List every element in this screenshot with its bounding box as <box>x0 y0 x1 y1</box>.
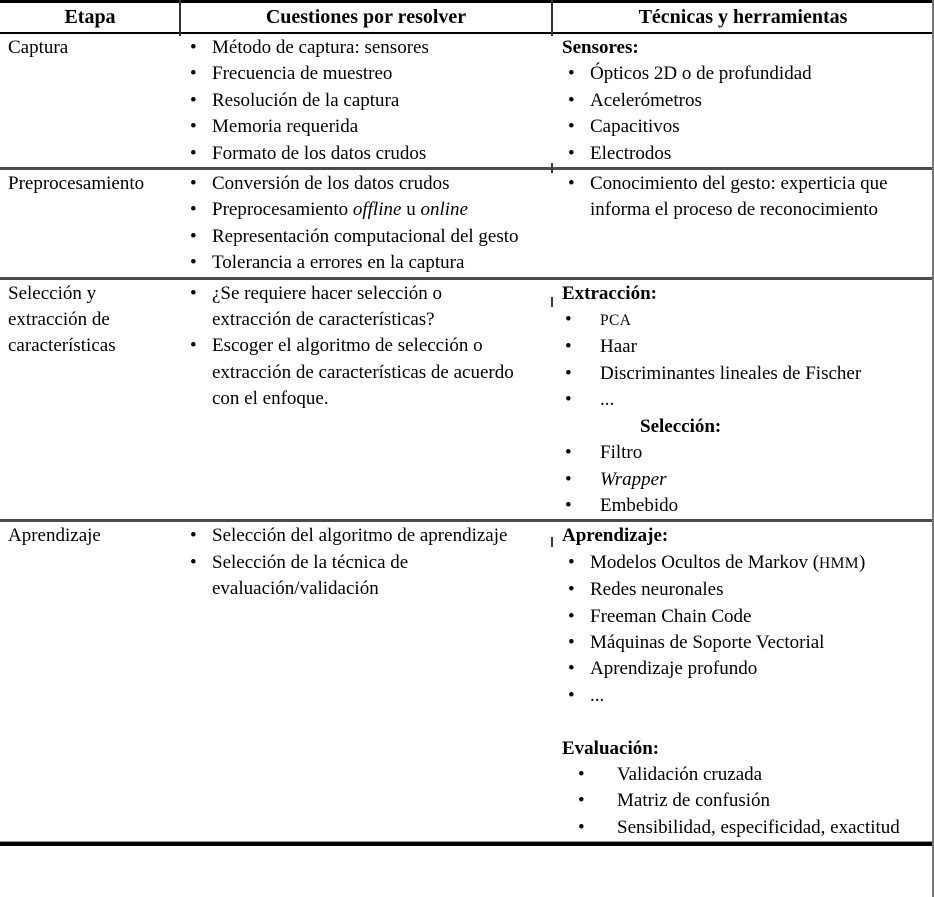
rule-crossing-tick <box>551 163 553 173</box>
bullet-item <box>562 788 934 814</box>
text-segment: ... <box>590 684 605 706</box>
group-heading <box>640 414 934 440</box>
group-heading <box>562 35 934 61</box>
bullet-item <box>190 61 552 87</box>
text-segment: Preprocesamiento <box>212 199 353 221</box>
text-segment: Modelos Ocultos de Markov ( <box>590 551 820 573</box>
cell-tecnicas <box>552 522 934 841</box>
bullet-icon: • <box>578 816 585 838</box>
text-segment: ... <box>600 389 615 411</box>
bullet-icon: • <box>568 89 575 111</box>
bullet-icon: • <box>568 116 575 138</box>
table-row-seleccion-extraccion <box>0 280 934 523</box>
bullet-item <box>562 141 934 167</box>
bullet-text <box>590 630 824 656</box>
bullet-item <box>562 683 934 709</box>
group-heading <box>562 736 934 762</box>
header-column-separator-2 <box>551 0 553 36</box>
text-segment: Embebido <box>600 494 679 516</box>
bullet-icon: • <box>190 335 197 357</box>
text-segment: Selección: <box>640 415 722 437</box>
text-segment: Validación cruzada <box>617 763 763 785</box>
bullet-text <box>212 35 429 61</box>
text-segment: Frecuencia de muestreo <box>212 63 393 85</box>
text-segment: Ópticos 2D o de profundidad <box>590 63 812 85</box>
text-segment: Memoria requerida <box>212 116 359 138</box>
text-segment: Sensibilidad, especificidad, exactitud <box>617 816 900 838</box>
bullet-text <box>212 250 464 276</box>
bullet-text <box>600 467 667 493</box>
text-segment: Extracción: <box>562 282 657 304</box>
bullet-text <box>600 361 861 387</box>
bullet-text <box>212 197 468 223</box>
text-segment: Escoger el algoritmo de selección o extracción de características de acuerdo con el enfoque. <box>212 335 514 410</box>
bullet-text <box>590 577 723 603</box>
stage-label <box>8 171 173 197</box>
group-heading <box>562 281 934 307</box>
bullet-icon: • <box>190 282 197 304</box>
bullet-icon: • <box>568 142 575 164</box>
rule-crossing-tick <box>551 297 553 307</box>
bullet-text <box>600 440 642 466</box>
bullet-item <box>190 114 552 140</box>
bullet-icon: • <box>190 252 197 274</box>
bullet-item <box>190 35 552 61</box>
column-header-cuestiones: Cuestiones por resolver <box>265 6 467 28</box>
bullet-text <box>212 114 358 140</box>
bullet-text <box>212 333 522 412</box>
bullet-item <box>562 114 934 140</box>
bullet-text <box>590 550 865 577</box>
text-segment: Matriz de confusión <box>617 790 771 812</box>
bullet-text <box>590 141 671 167</box>
bullet-item <box>562 440 934 466</box>
bullet-text <box>590 61 812 87</box>
text-segment: ¿Se requiere hacer selección o extracción de características? <box>212 282 442 331</box>
cell-etapa <box>0 34 180 167</box>
bullet-icon: • <box>190 225 197 247</box>
text-segment: Evaluación: <box>562 737 660 759</box>
text-segment: Método de captura: sensores <box>212 37 429 58</box>
bullet-text <box>600 307 631 334</box>
bullet-item <box>562 387 934 413</box>
cell-cuestiones <box>180 522 552 841</box>
bullet-text <box>212 171 449 197</box>
bullet-text <box>600 493 678 519</box>
bullet-icon: • <box>565 494 572 516</box>
text-segment: Formato de los datos crudos <box>212 142 427 164</box>
bullet-icon: • <box>190 551 197 573</box>
bullet-item <box>190 88 552 114</box>
text-segment: Acelerómetros <box>590 89 702 111</box>
bullet-icon: • <box>190 525 197 547</box>
bullet-text <box>212 141 426 167</box>
cell-tecnicas <box>552 280 934 520</box>
text-segment: Discriminantes lineales de Fischer <box>600 362 862 384</box>
bullet-item <box>562 493 934 519</box>
bullet-icon: • <box>565 309 572 331</box>
text-segment: Preprocesamiento <box>8 173 145 195</box>
bullet-item <box>562 550 934 577</box>
group-heading <box>562 523 934 549</box>
text-segment: HMM <box>819 554 859 572</box>
bullet-icon: • <box>578 763 585 785</box>
bullet-text <box>212 88 399 114</box>
bullet-icon: • <box>190 37 197 58</box>
bullet-item <box>562 361 934 387</box>
cell-etapa <box>0 170 180 277</box>
stage-label <box>8 523 173 549</box>
bullet-item <box>562 762 934 788</box>
text-segment: Sensores: <box>562 37 639 58</box>
text-segment: PCA <box>600 312 632 330</box>
text-segment: Conocimiento del gesto: experticia que informa el proceso de reconocimiento <box>590 173 888 221</box>
bullet-item <box>562 61 934 87</box>
bullet-text <box>590 114 680 140</box>
bullet-text <box>212 523 507 549</box>
bullet-text <box>590 88 702 114</box>
bullet-icon: • <box>568 605 575 627</box>
bullet-icon: • <box>565 468 572 490</box>
bullet-icon: • <box>565 442 572 464</box>
stage-label <box>8 35 173 61</box>
bullet-text <box>212 224 519 250</box>
bullet-item <box>190 550 552 603</box>
header-column-separator-1 <box>179 0 181 36</box>
bullet-text <box>617 788 770 814</box>
bullet-item <box>562 630 934 656</box>
text-segment: Captura <box>8 37 69 58</box>
rule-crossing-tick <box>551 537 553 547</box>
bullet-icon: • <box>190 116 197 138</box>
bullet-icon: • <box>568 631 575 653</box>
bullet-icon: • <box>568 579 575 601</box>
bullet-text <box>590 656 757 682</box>
stage-label <box>8 281 173 360</box>
bullet-icon: • <box>190 89 197 111</box>
bullet-item <box>190 171 552 197</box>
bullet-icon: • <box>190 173 197 195</box>
bullet-icon: • <box>568 173 575 195</box>
text-segment: Aprendizaje <box>8 525 101 547</box>
text-segment: offline <box>352 199 402 221</box>
cell-cuestiones <box>180 34 552 167</box>
text-segment: Aprendizaje: <box>562 525 669 547</box>
text-segment: Electrodos <box>590 142 672 164</box>
bullet-item <box>190 141 552 167</box>
bullet-item <box>190 523 552 549</box>
column-header-tecnicas: Técnicas y herramientas <box>638 6 848 28</box>
table-row-aprendizaje <box>0 522 934 841</box>
text-segment: Resolución de la captura <box>212 89 400 111</box>
bullet-icon: • <box>578 790 585 812</box>
bullet-item <box>562 815 934 841</box>
text-segment: Aprendizaje profundo <box>590 658 758 680</box>
text-segment: ) <box>859 551 866 573</box>
bullet-icon: • <box>568 684 575 706</box>
bullet-icon: • <box>190 142 197 164</box>
table-body <box>0 34 934 841</box>
cell-etapa <box>0 522 180 841</box>
text-segment: Filtro <box>600 442 643 464</box>
bullet-item <box>562 577 934 603</box>
bullet-item <box>562 604 934 630</box>
bullet-text <box>212 550 522 603</box>
bullet-icon: • <box>568 63 575 85</box>
column-header-etapa: Etapa <box>64 6 116 28</box>
bullet-text <box>617 815 900 841</box>
bullet-item <box>190 333 552 412</box>
bullet-text <box>600 334 637 360</box>
cell-cuestiones <box>180 170 552 277</box>
bullet-icon: • <box>568 658 575 680</box>
bullet-text <box>590 683 604 709</box>
bullet-item <box>562 307 934 334</box>
spacer-line <box>562 709 934 735</box>
text-segment: online <box>420 199 468 221</box>
text-segment: Haar <box>600 336 637 358</box>
bullet-item <box>562 334 934 360</box>
bullet-icon: • <box>190 199 197 221</box>
bullet-text <box>212 61 392 87</box>
bullet-text <box>617 762 762 788</box>
text-segment: Redes neuronales <box>590 579 724 601</box>
bullet-item <box>562 656 934 682</box>
bullet-item <box>190 197 552 223</box>
cell-tecnicas <box>552 170 934 277</box>
bullet-item <box>190 224 552 250</box>
bullet-icon: • <box>568 551 575 573</box>
table-bottom-rule <box>0 842 934 846</box>
text-segment: Freeman Chain Code <box>590 605 752 627</box>
text-segment: Selección del algoritmo de aprendizaje <box>212 525 508 547</box>
table-header-row <box>0 3 934 34</box>
bullet-text <box>212 281 522 334</box>
text-segment: Capacitivos <box>590 116 680 138</box>
bullet-item <box>562 467 934 493</box>
cell-etapa <box>0 280 180 520</box>
text-segment: Selección de la técnica de evaluación/validación <box>212 551 409 600</box>
text-segment: Wrapper <box>600 468 667 490</box>
bullet-icon: • <box>565 336 572 358</box>
bullet-text <box>590 171 920 224</box>
bullet-icon: • <box>190 63 197 85</box>
table-row-captura <box>0 34 934 170</box>
text-segment: u <box>401 199 421 221</box>
text-segment: Máquinas de Soporte Vectorial <box>590 631 825 653</box>
cell-tecnicas <box>552 34 934 167</box>
table-row-preprocesamiento <box>0 170 934 280</box>
bullet-icon: • <box>565 362 572 384</box>
text-segment: Tolerancia a errores en la captura <box>212 252 465 274</box>
text-segment: Selección y extracción de características <box>8 282 116 357</box>
bullet-item <box>190 250 552 276</box>
bullet-item <box>562 171 934 224</box>
bullet-text <box>600 387 614 413</box>
bullet-icon: • <box>565 389 572 411</box>
text-segment: Representación computacional del gesto <box>212 225 519 247</box>
bullet-text <box>590 604 751 630</box>
bullet-item <box>190 281 552 334</box>
bullet-item <box>562 88 934 114</box>
text-segment: Conversión de los datos crudos <box>212 173 450 195</box>
cell-cuestiones <box>180 280 552 520</box>
